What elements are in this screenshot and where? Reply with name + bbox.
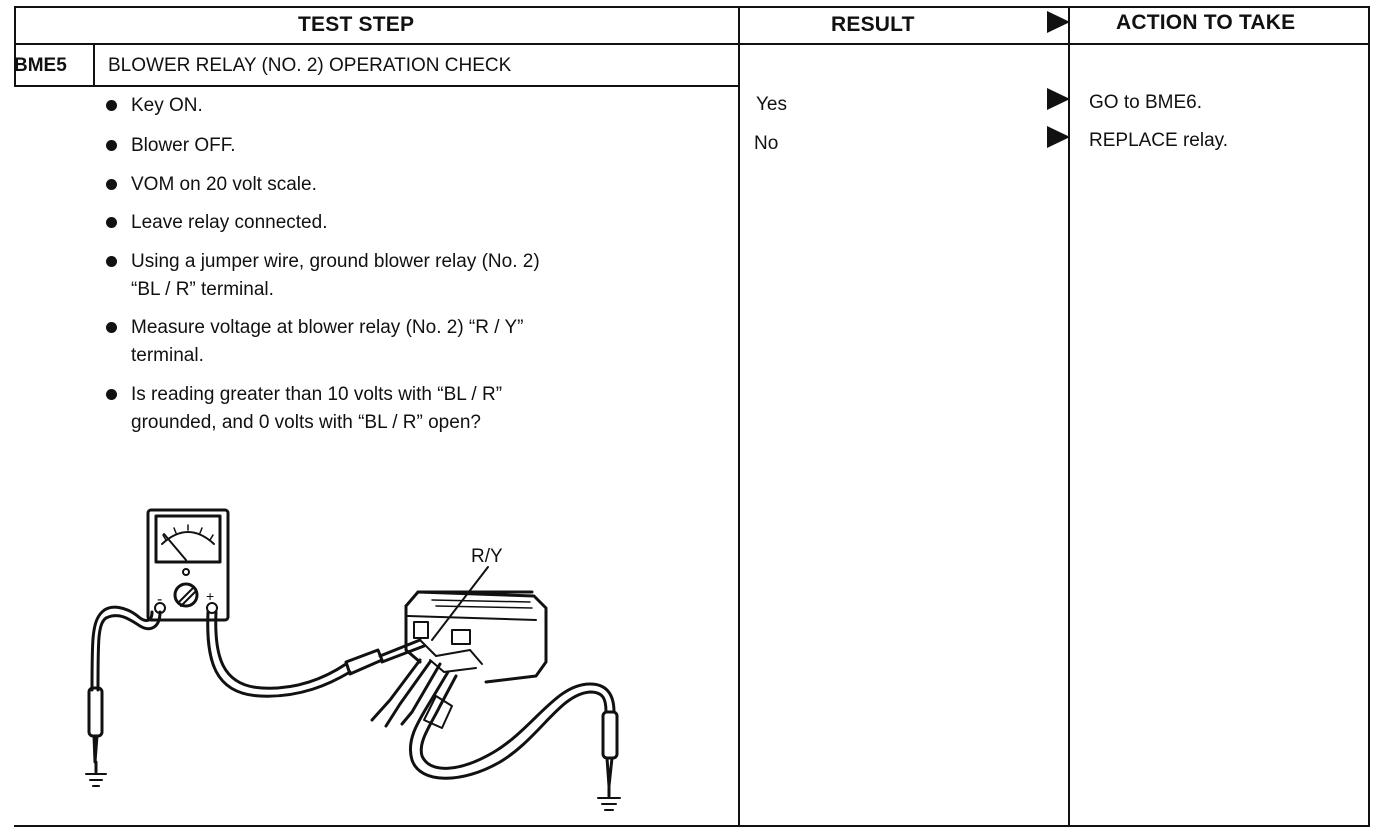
bullet-item-continued: “BL / R” terminal. xyxy=(131,279,274,300)
result-no: No xyxy=(754,133,779,154)
table-right-border xyxy=(1368,6,1370,827)
result-yes: Yes xyxy=(756,94,787,115)
bullet-item: Blower OFF. xyxy=(131,135,236,156)
bullet-item-continued: grounded, and 0 volts with “BL / R” open? xyxy=(131,412,481,433)
bullet-icon xyxy=(106,322,117,333)
action-no: REPLACE relay. xyxy=(1089,130,1229,151)
meter-minus-label: - xyxy=(157,591,163,608)
table-bottom-border xyxy=(14,825,1370,827)
bullet-item: Is reading greater than 10 volts with “BL / R” xyxy=(131,384,503,405)
column-divider-result xyxy=(738,6,740,827)
relay-harness xyxy=(372,660,440,726)
bullet-item: Using a jumper wire, ground blower relay (No. 2) xyxy=(131,251,540,272)
positive-lead xyxy=(208,612,424,696)
bullet-icon xyxy=(106,217,117,228)
action-yes: GO to BME6. xyxy=(1089,92,1202,113)
table-top-border xyxy=(14,6,1370,8)
bullet-item: Measure voltage at blower relay (No. 2) “R / Y” xyxy=(131,317,524,338)
header-action-to-take: ACTION TO TAKE xyxy=(1116,11,1296,34)
wire-label-r-y: R/Y xyxy=(471,546,503,567)
step-id: BME5 xyxy=(14,55,67,76)
bullet-item: Key ON. xyxy=(131,95,203,116)
step-title: BLOWER RELAY (NO. 2) OPERATION CHECK xyxy=(108,55,512,76)
step-id-divider xyxy=(93,45,95,86)
bullet-icon xyxy=(106,100,117,111)
header-test-step: TEST STEP xyxy=(298,13,415,36)
voltmeter-icon xyxy=(148,510,228,620)
voltmeter-relay-illustration xyxy=(60,495,660,815)
result-arrow-icon xyxy=(1047,126,1070,148)
negative-lead xyxy=(86,607,160,786)
meter-plus-label: + xyxy=(206,588,215,604)
bullet-icon xyxy=(106,140,117,151)
bullet-icon xyxy=(106,389,117,400)
step-title-bottom-border xyxy=(14,85,740,87)
result-arrow-icon xyxy=(1047,88,1070,110)
header-result: RESULT xyxy=(831,13,915,36)
bullet-item: VOM on 20 volt scale. xyxy=(131,174,317,195)
jumper-wire xyxy=(410,672,620,810)
bullet-icon xyxy=(106,179,117,190)
bullet-item-continued: terminal. xyxy=(131,345,204,366)
header-arrow-icon xyxy=(1047,11,1070,33)
header-bottom-border xyxy=(14,43,1370,45)
bullet-icon xyxy=(106,256,117,267)
bullet-item: Leave relay connected. xyxy=(131,212,328,233)
